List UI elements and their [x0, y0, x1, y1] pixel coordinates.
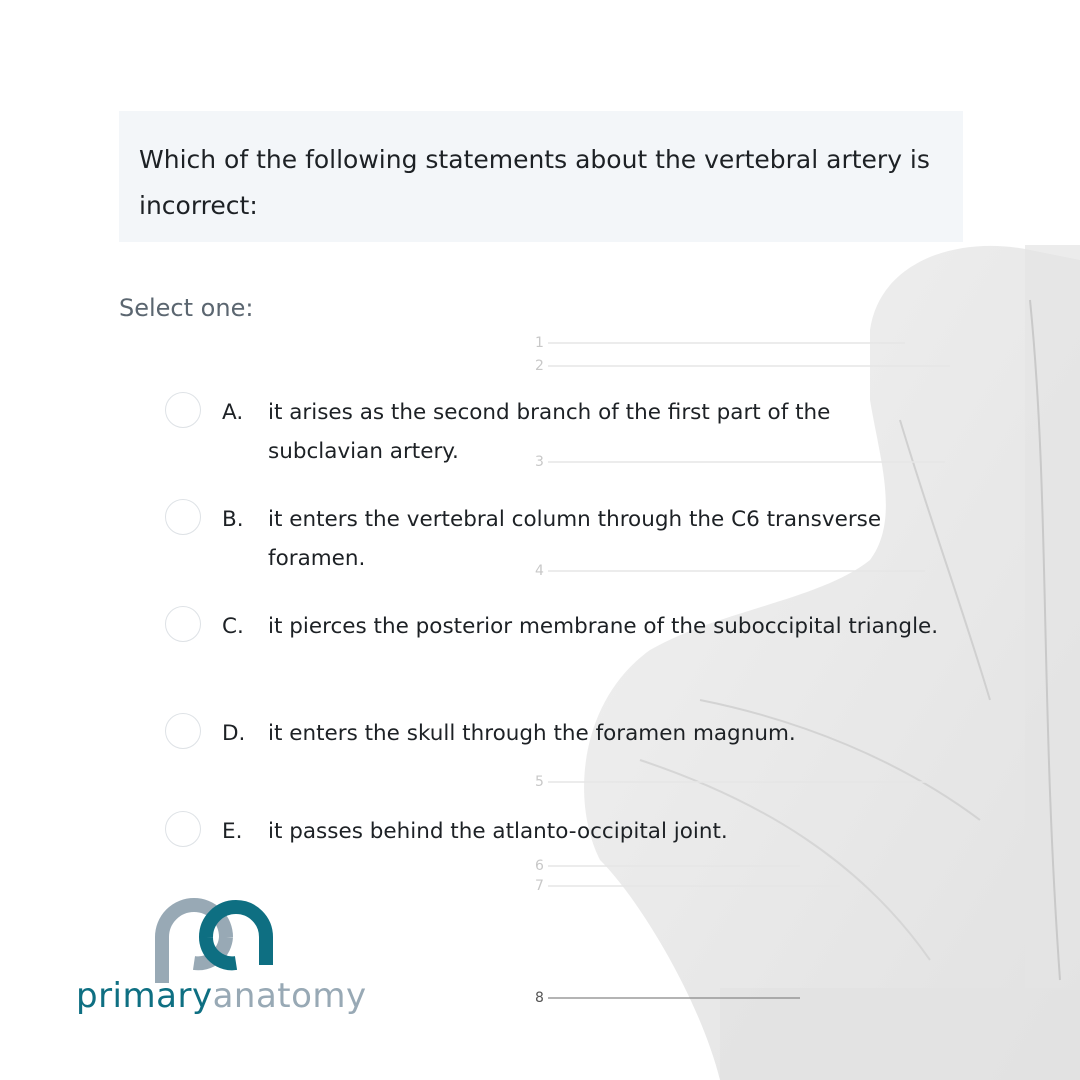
figure-label: 5	[535, 774, 544, 790]
option-letter: B.	[222, 507, 244, 532]
logo-mark-icon	[76, 895, 276, 985]
figure-label: 7	[535, 878, 544, 894]
figure-label: 3	[535, 454, 544, 470]
option-text: it pierces the posterior membrane of the suboccipital triangle.	[268, 614, 939, 639]
figure-label: 4	[535, 563, 544, 579]
radio-button[interactable]	[165, 713, 201, 749]
logo-text	[76, 976, 367, 1016]
option-letter: D.	[222, 721, 246, 746]
option-letter: C.	[222, 614, 244, 639]
radio-button[interactable]	[165, 811, 201, 847]
option-letter: E.	[222, 819, 243, 844]
radio-button[interactable]	[165, 499, 201, 535]
logo-text-primary: primary	[76, 976, 213, 1016]
question-box	[119, 111, 963, 242]
option-text: it passes behind the atlanto-occipital joint.	[268, 819, 728, 844]
option-letter: A.	[222, 400, 244, 425]
option-text: it enters the vertebral column through the C6 transverse foramen.	[268, 507, 882, 571]
radio-button[interactable]	[165, 606, 201, 642]
logo-text-anatomy: anatomy	[212, 976, 367, 1016]
figure-label: 1	[535, 335, 544, 351]
option-text: it enters the skull through the foramen magnum.	[268, 721, 796, 746]
select-one-prompt: Select one:	[119, 294, 254, 322]
figure-label: 2	[535, 358, 544, 374]
figure-label: 8	[535, 990, 544, 1006]
figure-label: 6	[535, 858, 544, 874]
question-text: Which of the following statements about the vertebral artery is incorrect:	[139, 145, 930, 220]
option-text: it arises as the second branch of the first part of the subclavian artery.	[268, 400, 831, 464]
radio-button[interactable]	[165, 392, 201, 428]
